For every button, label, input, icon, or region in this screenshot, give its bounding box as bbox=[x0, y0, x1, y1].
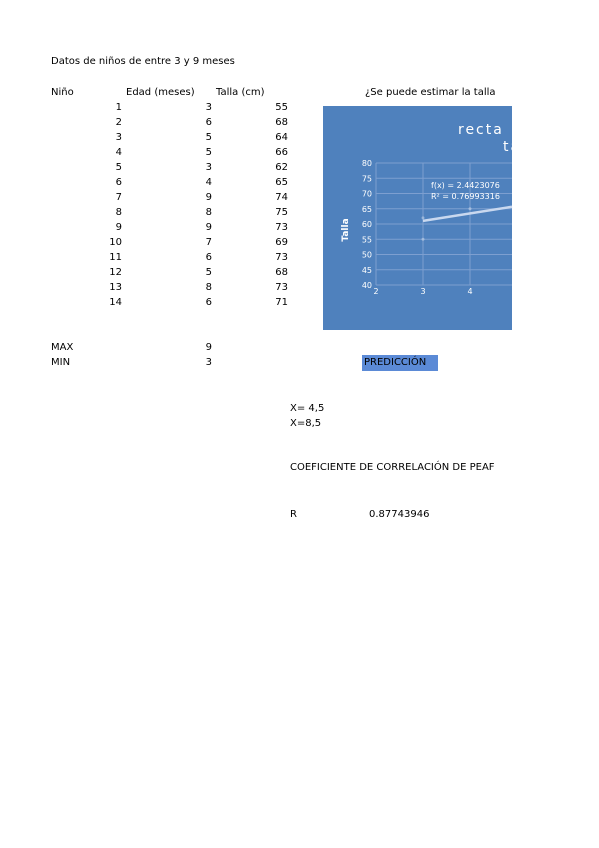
row-edad: 5 bbox=[205, 267, 212, 278]
scatter-chart[interactable] bbox=[323, 106, 522, 330]
header-nino: Niño bbox=[51, 87, 74, 98]
row-number: 4 bbox=[115, 147, 122, 158]
row-talla: 62 bbox=[275, 162, 288, 173]
row-talla: 55 bbox=[275, 102, 288, 113]
row-talla: 69 bbox=[275, 237, 288, 248]
y-tick-label: 50 bbox=[361, 250, 372, 260]
row-talla: 66 bbox=[275, 147, 288, 158]
max-label: MAX bbox=[51, 342, 74, 353]
r-value: 0.87743946 bbox=[369, 509, 430, 520]
data-point bbox=[422, 238, 425, 241]
data-point bbox=[563, 189, 566, 192]
row-edad: 5 bbox=[205, 147, 212, 158]
header-question: ¿Se puede estimar la talla bbox=[365, 87, 496, 98]
data-point bbox=[563, 183, 566, 186]
min-label: MIN bbox=[51, 357, 71, 368]
row-talla: 73 bbox=[275, 222, 288, 233]
y-axis-label: Talla bbox=[341, 218, 351, 242]
data-point bbox=[516, 210, 519, 213]
min-value: 3 bbox=[205, 357, 212, 368]
row-edad: 4 bbox=[205, 177, 212, 188]
row-edad: 8 bbox=[205, 282, 212, 293]
y-tick-label: 80 bbox=[361, 159, 372, 168]
row-talla: 74 bbox=[275, 192, 288, 203]
row-talla: 75 bbox=[275, 207, 288, 218]
data-point bbox=[516, 198, 519, 201]
row-edad: 3 bbox=[205, 102, 212, 113]
row-edad: 9 bbox=[205, 192, 212, 203]
y-tick-label: 55 bbox=[361, 235, 372, 245]
row-number: 14 bbox=[109, 297, 122, 308]
row-talla: 68 bbox=[275, 117, 288, 128]
row-talla: 71 bbox=[275, 297, 288, 308]
row-edad: 6 bbox=[205, 297, 212, 308]
row-number: 9 bbox=[115, 222, 122, 233]
row-number: 12 bbox=[109, 267, 122, 278]
trendline-equation: f(x) = 2.4423076 bbox=[431, 181, 500, 190]
row-number: 2 bbox=[115, 117, 122, 128]
r-squared-label: R² = 0.76993316 bbox=[431, 192, 500, 201]
row-edad: 6 bbox=[205, 252, 212, 263]
y-tick-label: 45 bbox=[361, 265, 372, 275]
prediction-x1: X= 4,5 bbox=[290, 403, 325, 414]
data-point bbox=[469, 207, 472, 210]
chart-title: recta bbox=[458, 122, 504, 138]
prediction-label: PREDICCIÓN bbox=[364, 357, 427, 368]
y-tick-label: 70 bbox=[361, 189, 372, 199]
row-number: 5 bbox=[115, 162, 122, 173]
row-edad: 6 bbox=[205, 117, 212, 128]
row-talla: 73 bbox=[275, 252, 288, 263]
r-label: R bbox=[290, 509, 297, 520]
x-tick-label: 3 bbox=[420, 287, 426, 296]
data-point bbox=[422, 216, 425, 219]
header-edad: Edad (meses) bbox=[126, 87, 195, 98]
header-talla: Talla (cm) bbox=[216, 87, 265, 98]
row-number: 6 bbox=[115, 177, 122, 188]
prediction-x2: X=8,5 bbox=[290, 418, 322, 429]
y-tick-label: 40 bbox=[361, 281, 372, 290]
y-tick-label: 65 bbox=[361, 204, 372, 214]
row-edad: 7 bbox=[205, 237, 212, 248]
row-number: 13 bbox=[109, 282, 122, 293]
y-tick-label: 60 bbox=[361, 220, 372, 229]
row-edad: 3 bbox=[205, 162, 212, 173]
y-tick-label: 75 bbox=[361, 174, 372, 184]
row-number: 7 bbox=[115, 192, 122, 203]
row-talla: 73 bbox=[275, 282, 288, 293]
sheet-title: Datos de niños de entre 3 y 9 meses bbox=[51, 56, 235, 67]
row-edad: 9 bbox=[205, 222, 212, 233]
row-talla: 68 bbox=[275, 267, 288, 278]
chart-title-line2: ta bbox=[503, 139, 522, 155]
row-number: 3 bbox=[115, 132, 122, 143]
row-edad: 8 bbox=[205, 207, 212, 218]
row-talla: 64 bbox=[275, 132, 288, 143]
row-number: 10 bbox=[109, 237, 122, 248]
row-number: 11 bbox=[109, 252, 122, 263]
correlation-label: COEFICIENTE DE CORRELACIÓN DE PEAF bbox=[290, 462, 495, 473]
max-value: 9 bbox=[205, 342, 212, 353]
data-point bbox=[516, 204, 519, 207]
row-number: 1 bbox=[115, 102, 122, 113]
x-tick-label: 4 bbox=[467, 287, 473, 296]
row-edad: 5 bbox=[205, 132, 212, 143]
row-talla: 65 bbox=[275, 177, 288, 188]
x-tick-label: 2 bbox=[373, 287, 379, 296]
row-number: 8 bbox=[115, 207, 122, 218]
data-point bbox=[563, 198, 566, 201]
